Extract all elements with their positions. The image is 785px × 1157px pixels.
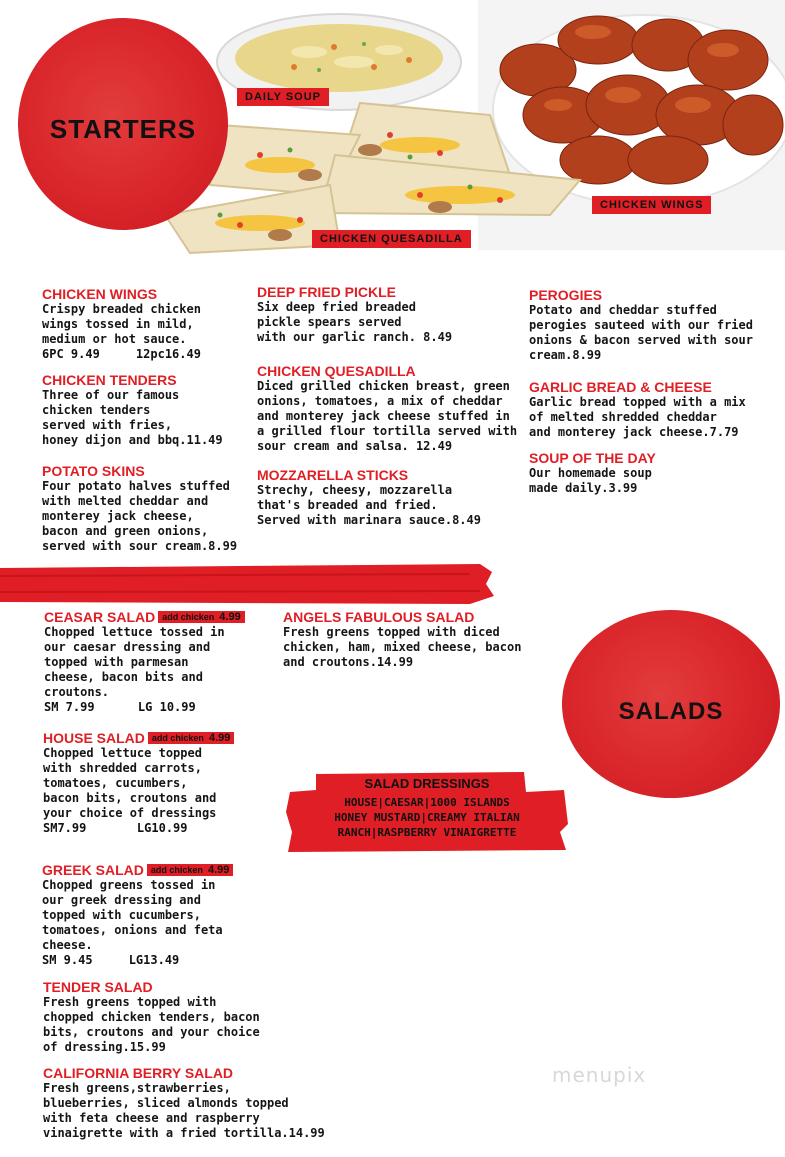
item-title: [42, 863, 233, 878]
photo-label-soup: DAILY SOUP: [237, 88, 329, 106]
item-title: ANGELS FABULOUS SALAD: [283, 609, 475, 625]
item-title: PEROGIES: [529, 287, 603, 303]
item-title-text: GREEK SALAD: [42, 862, 144, 878]
salads-circle: [562, 610, 780, 798]
item-prices: SM 7.99 LG 10.99: [44, 700, 196, 714]
item-title: POTATO SKINS: [42, 463, 145, 479]
add-chicken-label: add chicken: [151, 733, 204, 743]
item-prices: SM7.99 LG10.99: [43, 821, 188, 835]
add-chicken-tag: [148, 732, 234, 744]
item-title: [44, 610, 245, 625]
item-tender-salad: [43, 980, 260, 1055]
item-desc: Potato and cheddar stuffed perogies sauteed with our fried onions & bacon served with sour cream.8.99: [529, 303, 753, 362]
item-title: DEEP FRIED PICKLE: [257, 284, 396, 300]
item-desc: Chopped lettuce tossed in our caesar dressing and topped with parmesan cheese, bacon bits and croutons.: [44, 625, 225, 699]
item-chicken-quesadilla: [257, 364, 517, 454]
item-house-salad: [43, 731, 234, 836]
item-deep-fried-pickle: [257, 285, 452, 345]
item-chicken-wings: [42, 287, 201, 362]
item-title-text: HOUSE SALAD: [43, 730, 145, 746]
item-prices: 6PC 9.49 12pc16.49: [42, 347, 201, 361]
item-desc: Diced grilled chicken breast, green onions, tomatoes, a mix of cheddar and monterey jack cheese stuffed in a grilled flour tortilla served with sour cream and salsa. 12.49: [257, 379, 518, 453]
add-chicken-label: add chicken: [162, 612, 215, 622]
item-desc: Fresh greens,strawberries, blueberries, sliced almonds topped with feta cheese and raspberry vinaigrette with a fried tortilla.14.99: [43, 1081, 325, 1140]
item-greek-salad: [42, 863, 233, 968]
item-desc: Six deep fried breaded pickle spears served with our garlic ranch. 8.49: [257, 300, 453, 344]
watermark: menupix: [552, 1063, 647, 1087]
dressings-box: [286, 772, 568, 852]
item-ceasar-salad: [44, 610, 245, 715]
item-garlic-bread: [529, 380, 746, 440]
photo-label-wings: CHICKEN WINGS: [592, 196, 711, 214]
item-desc: Garlic bread topped with a mix of melted shredded cheddar and monterey jack cheese.7.79: [529, 395, 746, 439]
photo-label-quesadilla: CHICKEN QUESADILLA: [312, 230, 471, 248]
dressings-line-1: HOUSE|CAESAR|1000 ISLANDS: [344, 796, 510, 809]
item-title-text: CEASAR SALAD: [44, 609, 156, 625]
add-chicken-tag: [147, 864, 233, 876]
salads-title: SALADS: [618, 698, 724, 725]
item-desc: Chopped lettuce topped with shredded carrots, tomatoes, cucumbers, bacon bits, croutons and your choice of dressings: [43, 746, 217, 820]
item-desc: Fresh greens topped with chopped chicken tenders, bacon bits, croutons and your choice of dressing.15.99: [43, 995, 260, 1054]
item-title: MOZZARELLA STICKS: [257, 467, 409, 483]
add-chicken-label: add chicken: [150, 865, 203, 875]
add-chicken-price: 4.99: [207, 864, 230, 876]
item-title: CHICKEN WINGS: [42, 286, 158, 302]
add-chicken-price: 4.99: [219, 611, 241, 623]
section-divider: [0, 564, 494, 604]
item-desc: Strechy, cheesy, mozzarella that's breaded and fried. Served with marinara sauce.8.49: [257, 483, 481, 527]
dressings-line-3: RANCH|RASPBERRY VINAIGRETTE: [337, 826, 517, 839]
item-desc: Crispy breaded chicken wings tossed in mild, medium or hot sauce.: [42, 302, 201, 346]
item-title: GARLIC BREAD & CHEESE: [529, 379, 712, 395]
item-title: SOUP OF THE DAY: [529, 450, 656, 466]
item-perogies: [529, 288, 753, 363]
item-soup-of-day: [529, 451, 656, 496]
item-desc: Four potato halves stuffed with melted cheddar and monterey jack cheese, bacon and green onions, served with sour cream.8.99: [42, 479, 238, 553]
item-title: [43, 731, 234, 746]
dressings-line-2: HONEY MUSTARD|CREAMY ITALIAN: [334, 811, 520, 824]
item-title: CALIFORNIA BERRY SALAD: [43, 1065, 234, 1081]
item-mozzarella-sticks: [257, 468, 481, 528]
starters-circle: [18, 18, 228, 230]
starters-title: STARTERS: [49, 114, 197, 144]
item-california-berry-salad: [43, 1066, 325, 1141]
item-chicken-tenders: [42, 373, 223, 448]
item-desc: Our homemade soup made daily.3.99: [529, 466, 652, 495]
item-title: CHICKEN TENDERS: [42, 372, 177, 388]
dressings-title: SALAD DRESSINGS: [364, 776, 490, 791]
item-title: CHICKEN QUESADILLA: [257, 363, 416, 379]
item-desc: Chopped greens tossed in our greek dressing and topped with cucumbers, tomatoes, onions and feta cheese.: [42, 878, 223, 952]
add-chicken-price: 4.99: [208, 732, 231, 744]
item-potato-skins: [42, 464, 237, 554]
item-desc: Three of our famous chicken tenders served with fries, honey dijon and bbq.11.49: [42, 388, 223, 447]
add-chicken-tag: [158, 611, 244, 623]
item-prices: SM 9.45 LG13.49: [42, 953, 180, 967]
item-desc: Fresh greens topped with diced chicken, ham, mixed cheese, bacon and croutons.14.99: [283, 625, 522, 669]
item-title: TENDER SALAD: [43, 979, 153, 995]
item-angels-fabulous-salad: [283, 610, 521, 670]
